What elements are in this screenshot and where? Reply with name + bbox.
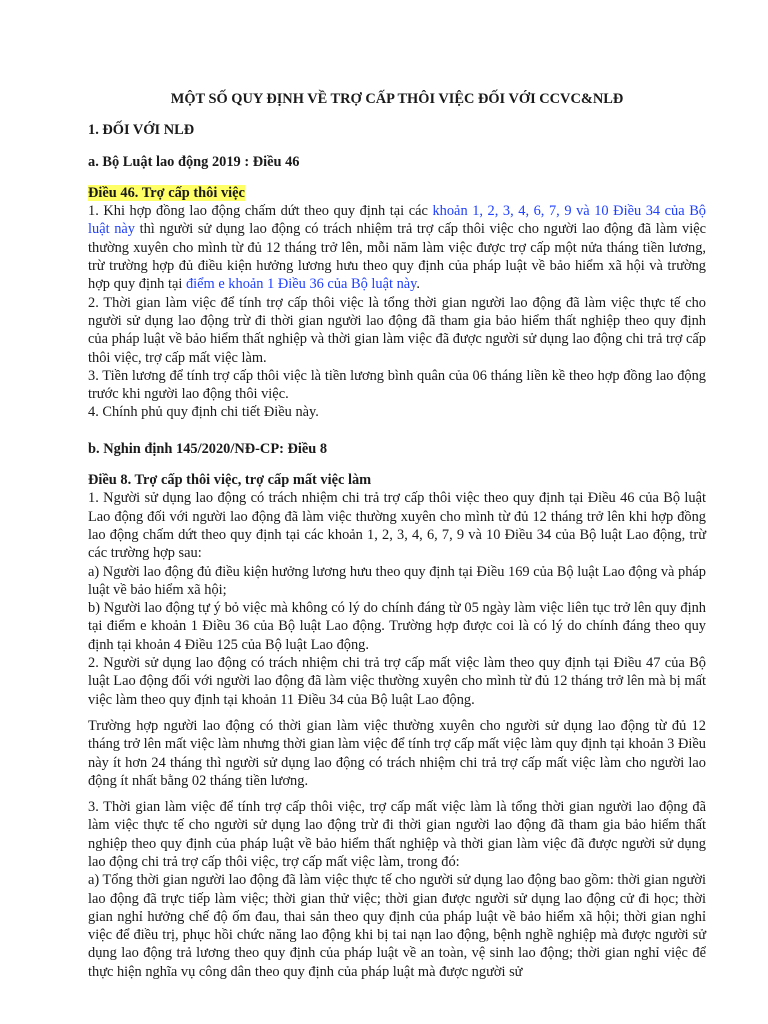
article-46-clause-2: 2. Thời gian làm việc để tính trợ cấp thôi việc là tổng thời gian người lao động đã làm việc thực tế cho người sử dụng lao động trừ đi thời gian người lao động đã tham gia bảo hiểm thất nghiệp theo quy định của pháp luật về bảo hiểm thất nghiệp và thời gian làm việc đã được người sử dụng lao động chi trả trợ cấp thôi việc, trợ cấp mất việc làm. [88, 294, 706, 366]
section-heading-nld: 1. ĐỐI VỚI NLĐ [88, 122, 195, 139]
article-46-clause-4: 4. Chính phủ quy định chi tiết Điều này. [88, 404, 319, 421]
law-reference-link-2[interactable]: điểm e khoản 1 Điều 36 của Bộ luật này [185, 276, 417, 293]
article-46-title: Điều 46. Trợ cấp thôi việc [88, 184, 245, 201]
article-8-clause-1b: b) Người lao động tự ý bỏ việc mà không có lý do chính đáng từ 05 ngày làm việc liên tục trở lên quy định tại điểm e khoản 1 Điều 36 của Bộ luật Lao động. Trường hợp được coi là có lý do chính đáng theo quy định tại khoản 4 Điều 125 của Bộ luật Lao động. [88, 600, 706, 653]
subsection-heading-a: a. Bộ Luật lao động 2019 : Điều 46 [88, 153, 300, 170]
law-reference-link-1[interactable]: khoản 1, 2, 3, 4, 6, 7, 9 và 10 Điều 34 của Bộ luật này [88, 203, 706, 238]
article-46-clause-1 [88, 202, 706, 293]
clause-text: 1. Khi hợp đồng lao động chấm dứt theo quy định tại các [88, 203, 433, 220]
article-8-clause-2: 2. Người sử dụng lao động có trách nhiệm chi trả trợ cấp mất việc làm theo quy định tại Điều 47 của Bộ luật Lao động đối với người lao động đã làm việc thường xuyên cho mình từ đủ 12 tháng trở lên mà bị mất việc làm theo quy định tại khoản 11 Điều 34 của Bộ luật Lao động. [88, 655, 706, 708]
document-page [88, 90, 706, 981]
clause-text: . [416, 276, 421, 293]
article-8-title: Điều 8. Trợ cấp thôi việc, trợ cấp mất việc làm [88, 472, 372, 489]
article-8-clause-1: 1. Người sử dụng lao động có trách nhiệm chi trả trợ cấp thôi việc theo quy định tại Điều 46 của Bộ luật Lao động đối với người lao động đã làm việc thường xuyên cho mình từ đủ 12 tháng trở lên khi hợp đồng lao động chấm dứt theo quy định tại các khoản 1, 2, 3, 4, 6, 7, 9 và 10 Điều 34 của Bộ luật Lao động, trừ các trường hợp sau: [88, 490, 706, 562]
clause-text: thì người sử dụng lao động có trách nhiệm trả trợ cấp thôi việc cho người lao động đã làm việc thường xuyên cho mình từ đủ 12 tháng trở lên, mỗi năm làm việc được trợ cấp một nửa tháng tiền lương, trừ trường hợp đủ điều kiện hưởng lương hưu theo quy định của pháp luật về bảo hiểm xã hội và trường hợp quy định tại [88, 221, 706, 293]
article-8-clause-3: 3. Thời gian làm việc để tính trợ cấp thôi việc, trợ cấp mất việc làm là tổng thời gian người lao động đã làm việc thực tế cho người sử dụng lao động trừ đi thời gian người lao động đã tham gia bảo hiểm thất nghiệp theo quy định của pháp luật về bảo hiểm thất nghiệp và thời gian làm việc đã được người sử dụng lao động chi trả trợ cấp thôi việc, trợ cấp mất việc làm, trong đó: [88, 799, 706, 870]
article-8-clause-2-note: Trường hợp người lao động có thời gian làm việc thường xuyên cho người sử dụng lao động từ đủ 12 tháng trở lên mất việc làm nhưng thời gian làm việc để tính trợ cấp mất việc làm quy định tại khoản 3 Điều này ít hơn 24 tháng thì người sử dụng lao động có trách nhiệm chi trả trợ cấp mất việc làm cho người lao động ít nhất bằng 02 tháng tiền lương. [88, 717, 706, 789]
article-46-clause-3: 3. Tiền lương để tính trợ cấp thôi việc là tiền lương bình quân của 06 tháng liền kề theo hợp đồng lao động trước khi người lao động thôi việc. [88, 367, 706, 403]
article-46 [88, 184, 706, 422]
document-title: MỘT SỐ QUY ĐỊNH VỀ TRỢ CẤP THÔI VIỆC ĐỐI VỚI CCVC&NLĐ [170, 91, 624, 107]
article-8-clause-3a: a) Tổng thời gian người lao động đã làm việc thực tế cho người sử dụng lao động bao gồm: thời gian người lao động đã trực tiếp làm việc; thời gian thử việc; thời gian được người sử dụng lao động cử đi học; thời gian nghỉ hưởng chế độ ốm đau, thai sản theo quy định của pháp luật về bảo hiểm xã hội; thời gian nghỉ việc để điều trị, phục hồi chức năng lao động khi bị tai nạn lao động, bệnh nghề nghiệp mà được người sử dụng lao động trả lương theo quy định của pháp luật về an toàn, vệ sinh lao động; thời gian nghỉ việc để thực hiện nghĩa vụ công dân theo quy định của pháp luật mà được người sử [88, 872, 706, 980]
subsection-heading-b: b. Nghin định 145/2020/NĐ-CP: Điều 8 [88, 440, 328, 457]
article-8 [88, 471, 706, 981]
article-8-clause-1a: a) Người lao động đủ điều kiện hưởng lương hưu theo quy định tại Điều 169 của Bộ luật Lao động và pháp luật về bảo hiểm xã hội; [88, 563, 706, 598]
